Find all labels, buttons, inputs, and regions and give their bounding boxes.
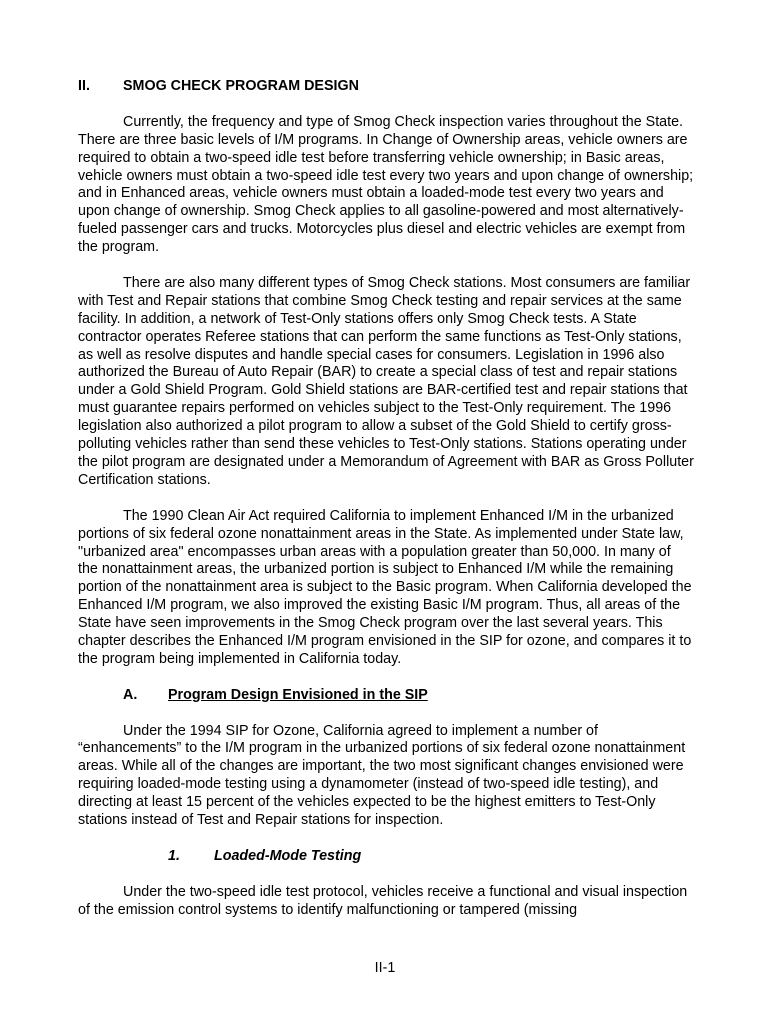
- paragraph-two-speed-idle: Under the two-speed idle test protocol, vehicles receive a functional and visual inspection of the emission control systems to identify malfunctioning or tampered (missing: [78, 883, 688, 918]
- paragraph-station-types: There are also many different types of Smog Check stations. Most consumers are familiar with Test and Repair stations that combine Smog Check testing and repair services at the same facility. In addition, a network of Test-Only stations offers only Smog Check tests. A State contractor operates Referee stations that can perform the same functions as Test-Only stations, as well as resolve disputes and handle special cases for consumers. Legislation in 1996 also authorized the Bureau of Auto Repair (BAR) to create a special class of test and repair stations under a Gold Shield Program. Gold Shield stations are BAR-certified test and repair stations that must guarantee repairs performed on vehicles subject to the Test-Only requirement. The 1996 legislation also authorized a pilot program to allow a subset of the Gold Shield to certify gross-polluting vehicles rather than send these vehicles to Test-Only stations. Stations operating under the pilot program are designated under a Memorandum of Agreement with BAR as Gross Polluter Certification stations.: [78, 274, 694, 488]
- paragraph-clean-air-act: The 1990 Clean Air Act required California to implement Enhanced I/M in the urbanized portions of six federal ozone nonattainment areas in the State. As implemented under State law, "urbanized area" encompasses urban areas with a population greater than 50,000. In many of the nonattainment areas, the urbanized portion is subject to Enhanced I/M while the remaining portion of the nonattainment area is subject to the Basic program. When California developed the Enhanced I/M program, we also improved the existing Basic I/M program. Thus, all areas of the State have seen improvements in the Smog Check program over the last several years. This chapter describes the Enhanced I/M program envisioned in the SIP for ozone, and compares it to the program being implemented in California today.: [78, 507, 692, 667]
- section-title: SMOG CHECK PROGRAM DESIGN: [123, 78, 359, 94]
- subsection-a-heading: [123, 687, 694, 705]
- paragraph-inspection-levels: Currently, the frequency and type of Smog Check inspection varies throughout the State. There are three basic levels of I/M programs. In Change of Ownership areas, vehicle owners are required to obtain a two-speed idle test before transferring vehicle ownership; in Basic areas, vehicle owners must obtain a two-speed idle test every two years and upon change of ownership; and in Enhanced areas, vehicle owners must obtain a loaded-mode test every two years and upon change of ownership. Smog Check applies to all gasoline-powered and most alternatively-fueled passenger cars and trucks. Motorcycles plus diesel and electric vehicles are exempt from the program.: [78, 113, 694, 256]
- subsection-1-number: 1.: [168, 847, 180, 864]
- subsection-a-title: Program Design Envisioned in the SIP: [168, 686, 428, 703]
- subsection-1-heading: [168, 848, 694, 866]
- section-number: II.: [78, 78, 90, 94]
- subsection-1-title: Loaded-Mode Testing: [214, 847, 362, 864]
- subsection-a-number: A.: [123, 686, 138, 703]
- document-page: [78, 78, 694, 937]
- section-heading: [78, 78, 694, 96]
- paragraph-sip-enhancements: Under the 1994 SIP for Ozone, California agreed to implement a number of “enhancements” to the I/M program in the urbanized portions of six federal ozone nonattainment areas. While all of the changes are important, the two most significant changes envisioned were requiring loaded-mode testing using a dynamometer (instead of two-speed idle testing), and directing at least 15 percent of the vehicles expected to be the highest emitters to Test-Only stations instead of Test and Repair stations for inspection.: [78, 722, 686, 829]
- page-number: II-1: [374, 960, 396, 976]
